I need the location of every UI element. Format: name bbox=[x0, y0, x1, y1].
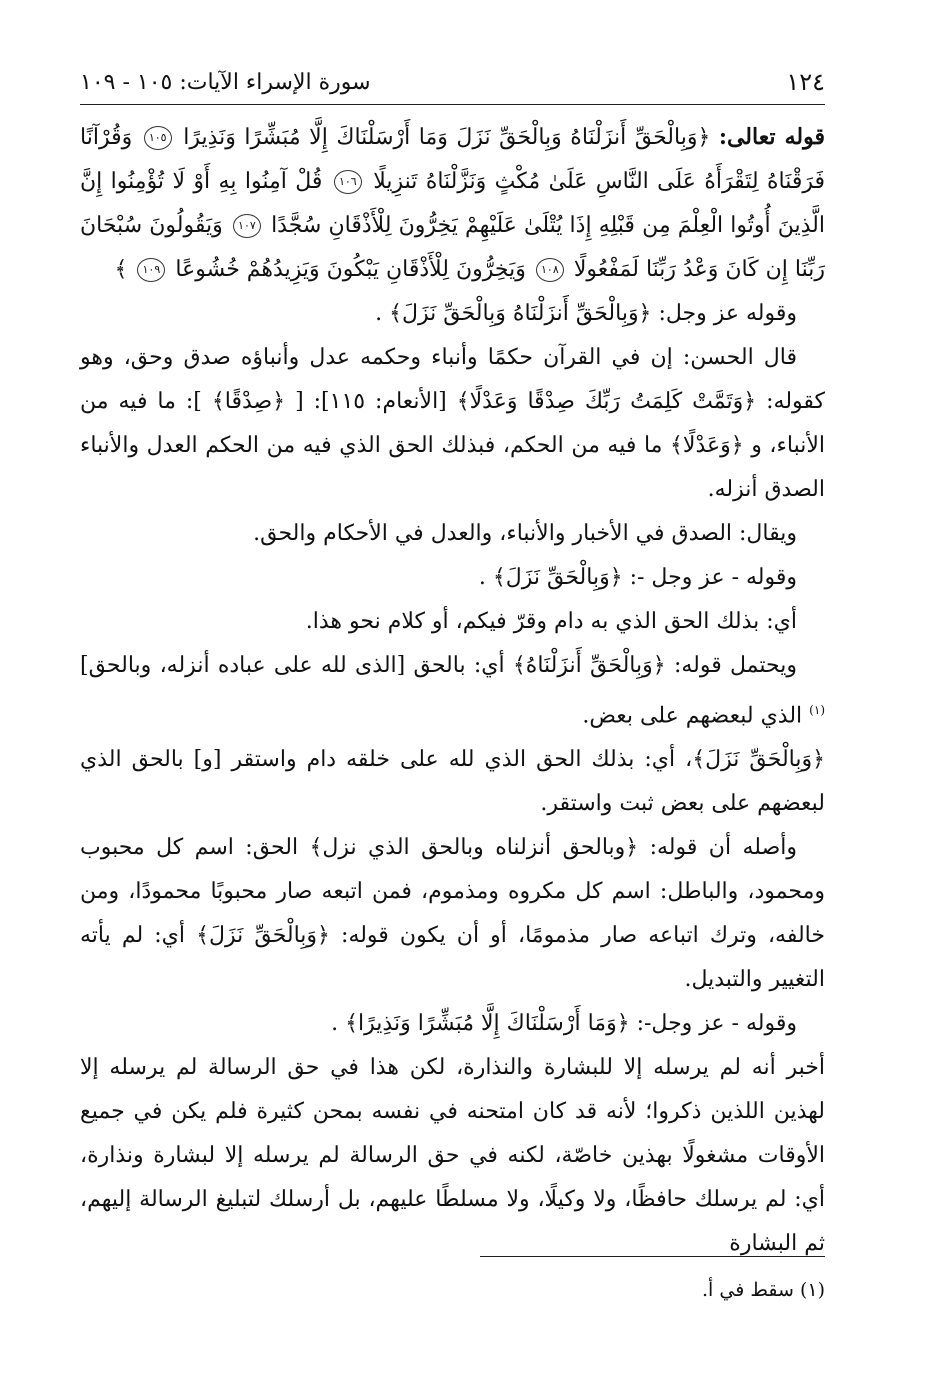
verse-close-bracket: ﴾ bbox=[114, 257, 128, 282]
main-text bbox=[80, 115, 825, 1266]
page-number: ١٢٤ bbox=[786, 68, 825, 96]
paragraph: ﴿وَبِالْحَقِّ نَزَلَ﴾، أي: بذلك الحق الذي لله على خلقه دام واستقر [و] بالحق الذي لبعضهم على بعض ثبت واستقر. bbox=[80, 747, 825, 817]
aya-number-marker: ١٠٨ bbox=[536, 258, 564, 282]
aya-number-marker: ١٠٧ bbox=[233, 214, 261, 238]
verse-text-3: قُلْ آمِنُوا بِهِ أَوْ لَا تُؤْمِنُوا إِنَّ الَّذِينَ أُوتُوا الْعِلْمَ مِن قَبْلِهِ إِذَا يُتْلَىٰ عَلَيْهِمْ يَخِرُّونَ لِلْأَذْقَانِ سُجَّدًا bbox=[80, 169, 825, 238]
running-title: سورة الإسراء الآيات: ١٠٥ - ١٠٩ bbox=[80, 69, 371, 95]
paragraph: قال الحسن: إن في القرآن حكمًا وأنباء وحكمه عدل وأنباؤه صدق وحق، وهو كقوله: ﴿وَتَمَّتْ كَلِمَتُ رَبِّكَ صِدْقًا وَعَدْلًا﴾ [الأنعام: ١١٥]: [ ﴿صِدْقًا﴾ ]: ما فيه من الأنباء، و ﴿وَعَدْلًا﴾ ما فيه من الحكم، فبذلك الحق الذي فيه من الحكم العدل والأنباء الصدق أنزله. bbox=[80, 345, 825, 502]
verse-block bbox=[80, 115, 825, 292]
paragraph bbox=[80, 644, 825, 738]
footnote-reference: (١) bbox=[809, 703, 825, 717]
aya-number-marker: ١٠٩ bbox=[137, 258, 165, 282]
verse-lead-label: قوله تعالى: bbox=[718, 124, 825, 150]
paragraph: وقوله - عز وجل-: ﴿وَمَا أَرْسَلْنَاكَ إِلَّا مُبَشِّرًا وَنَذِيرًا﴾ . bbox=[331, 1011, 797, 1037]
paragraph: أي: بذلك الحق الذي به دام وقرّ فيكم، أو كلام نحو هذا. bbox=[305, 609, 797, 634]
footnote: (١) سقط في أ. bbox=[702, 1279, 825, 1301]
paragraph: أخبر أنه لم يرسله إلا للبشارة والنذارة، لكن هذا في حق الرسالة لم يرسله إلا لهذين اللذين ذكروا؛ لأنه قد كان امتحنه في نفسه بمحن كثيرة فلم يكن في جميع الأوقات مشغولًا بهذين خاصّة، لكنه في حق الرسالة لم يرسله إلا لبشارة ونذارة، أي: لم يرسلك حافظًا، ولا وكيلًا، ولا مسلطًا عليهم، بل أرسلك لتبليغ الرسالة إليهم، ثم البشارة bbox=[80, 1055, 825, 1257]
verse-text-1: ﴿وَبِالْحَقِّ أَنزَلْنَاهُ وَبِالْحَقِّ نَزَلَ وَمَا أَرْسَلْنَاكَ إِلَّا مُبَشِّرًا وَنَذِيرًا bbox=[183, 125, 711, 150]
paragraph-text: الذي لبعضهم على بعض. bbox=[582, 703, 810, 729]
book-page bbox=[80, 60, 825, 1360]
paragraph: وأصله أن قوله: ﴿وبالحق أنزلناه وبالحق الذي نزل﴾ الحق: اسم كل محبوب ومحمود، والباطل: اسم كل مكروه ومذموم، فمن اتبعه صار محبوبًا محمودًا، ومن خالفه، وترك اتباعه صار مذمومًا، أو أن يكون قوله: ﴿وَبِالْحَقِّ نَزَلَ﴾ أي: لم يأته التغيير والتبديل. bbox=[80, 835, 825, 993]
paragraph: ويقال: الصدق في الأخبار والأنباء، والعدل في الأحكام والحق. bbox=[253, 521, 797, 546]
verse-text-5: وَيَخِرُّونَ لِلْأَذْقَانِ يَبْكُونَ وَيَزِيدُهُمْ خُشُوعًا bbox=[175, 257, 526, 282]
paragraph: وقوله عز وجل: ﴿وَبِالْحَقِّ أَنزَلْنَاهُ وَبِالْحَقِّ نَزَلَ﴾ . bbox=[375, 301, 797, 326]
footnote-separator bbox=[480, 1256, 825, 1257]
aya-number-marker: ١٠٥ bbox=[144, 126, 172, 150]
paragraph: وقوله - عز وجل -: ﴿وَبِالْحَقِّ نَزَلَ﴾ . bbox=[478, 565, 797, 590]
verse-text-4: وَيَقُولُونَ سُبْحَانَ رَبِّنَا إِن كَانَ وَعْدُ رَبِّنَا لَمَفْعُولًا bbox=[80, 213, 825, 282]
paragraph-text: ويحتمل قوله: ﴿وَبِالْحَقِّ أَنزَلْنَاهُ﴾ أي: بالحق [الذى لله على عباده أنزله، وبالحق] bbox=[80, 653, 797, 678]
page-header bbox=[80, 60, 825, 105]
aya-number-marker: ١٠٦ bbox=[334, 170, 362, 194]
verse-text-2: وَقُرْآنًا فَرَقْنَاهُ لِتَقْرَأَهُ عَلَى النَّاسِ عَلَىٰ مُكْثٍ وَنَزَّلْنَاهُ تَنزِيلًا bbox=[80, 125, 825, 194]
